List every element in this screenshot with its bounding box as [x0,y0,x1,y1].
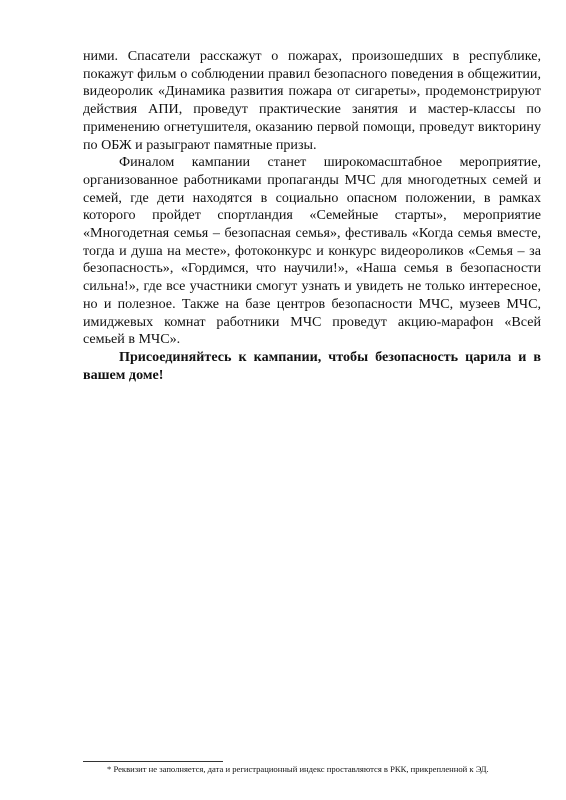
paragraph-finale: Финалом кампании станет широкомасштабное мероприятие, организованное работниками пропаганды МЧС для многодетных семей и семей, где дети находятся в социально опасном положении, в рамках которого пройдет спортландия «Семейные старты», мероприятие «Многодетная семья – безопасная семья», фестиваль «Когда семья вместе, тогда и душа на месте», фотоконкурс и конкурс видеороликов «Семья – за безопасность», «Гордимся, что научили!», «Наша семья в безопасности сильна!», где все участники смогут узнать и увидеть не только интересное, но и полезное. Также на базе центров безопасности МЧС, музеев МЧС, имиджевых комнат работники МЧС проведут акцию-марафон «Всей семьей в МЧС». [83,154,541,348]
document-body [83,48,541,384]
footnote: * Реквизит не заполняется, дата и регистрационный индекс проставляются в РКК, прикрепленной к ЭД. [107,764,489,774]
footnote-divider [83,761,223,762]
paragraph-call-to-action: Присоединяйтесь к кампании, чтобы безопасность царила и в вашем доме! [83,348,541,383]
paragraph-intro: ними. Спасатели расскажут о пожарах, произошедших в республике, покажут фильм о соблюдении правил безопасного поведения в общежитии, видеоролик «Динамика развития пожара от сигареты», продемонстрируют действия АПИ, проведут практические занятия и мастер-классы по применению огнетушителя, оказанию первой помощи, проведут викторину по ОБЖ и разыграют памятные призы. [83,48,541,153]
